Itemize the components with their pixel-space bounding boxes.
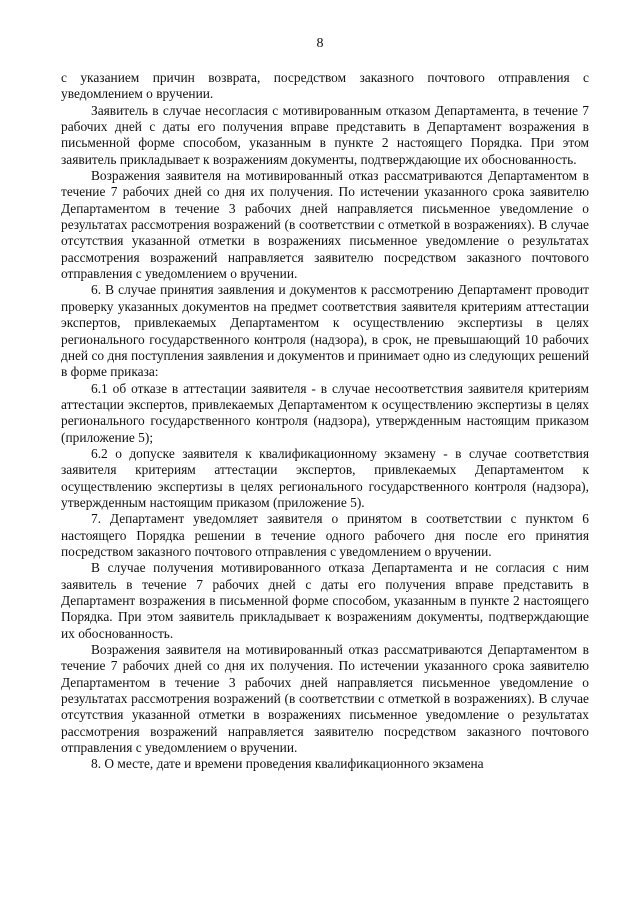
- page-number: 8: [316, 36, 324, 51]
- paragraph: Заявитель в случае несогласия с мотивированным отказом Департамента, в течение 7 рабочих дней с даты его получения вправе представить в Департамент возражения в письменной форме способом, указанным в пункте 2 настоящего Порядка. При этом заявитель прикладывает к возражениям документы, подтверждающие их обоснованность.: [61, 102, 589, 167]
- paragraph: Возражения заявителя на мотивированный отказ рассматриваются Департаментом в течение 7 рабочих дней со дня их получения. По истечении указанного срока заявителю Департаментом в течение 3 рабочих дней направляется письменное уведомление о результатах рассмотрения возражений (в соответствии с отметкой в возражениях). В случае отсутствия указанной отметки в возражениях письменное уведомление о результатах рассмотрения возражений направляется заявителю посредством заказного почтового отправления с уведомлением о вручении.: [61, 168, 589, 282]
- paragraph: с указанием причин возврата, посредством заказного почтового отправления с уведомлением о вручении.: [61, 70, 589, 102]
- paragraph: 6.1 об отказе в аттестации заявителя - в случае несоответствия заявителя критериям аттестации экспертов, привлекаемых Департаментом к осуществлению экспертизы в целях регионального государственного контроля (надзора), утвержденным настоящим приказом (приложение 5);: [61, 380, 589, 445]
- paragraph: 6.2 о допуске заявителя к квалификационному экзамену - в случае соответствия заявителя критериям аттестации экспертов, привлекаемых Департаментом к осуществлению экспертизы в целях регионального государственного контроля (надзора), утвержденным настоящим приказом (приложение 5).: [61, 445, 589, 510]
- paragraph: 7. Департамент уведомляет заявителя о принятом в соответствии с пунктом 6 настоящего Порядка решении в течение одного рабочего дня после его принятия посредством заказного почтового отправления с уведомлением о вручении.: [61, 511, 589, 559]
- paragraph: В случае получения мотивированного отказа Департамента и не согласия с ним заявитель в течение 7 рабочих дней с даты его получения вправе представить в Департамент возражения в письменной форме способом, указанным в пункте 2 настоящего Порядка. При этом заявитель прикладывает к возражениям документы, подтверждающие их обоснованность.: [61, 560, 589, 641]
- paragraph: 8. О месте, дате и времени проведения квалификационного экзамена: [91, 756, 484, 772]
- paragraph: Возражения заявителя на мотивированный отказ рассматриваются Департаментом в течение 7 рабочих дней со дня их получения. По истечении указанного срока заявителю Департаментом в течение 3 рабочих дней направляется письменное уведомление о результатах рассмотрения возражений (в соответствии с отметкой в возражениях). В случае отсутствия указанной отметки в возражениях письменное уведомление о результатах рассмотрения возражений направляется заявителю посредством заказного почтового отправления с уведомлением о вручении.: [61, 642, 589, 756]
- document-body: [61, 70, 589, 773]
- paragraph: 6. В случае принятия заявления и документов к рассмотрению Департамент проводит проверку указанных документов на предмет соответствия заявителя критериям аттестации экспертов, привлекаемых Департаментом к осуществлению экспертизы в целях регионального государственного контроля (надзора), в срок, не превышающий 10 рабочих дней со дня поступления заявления и документов и принимает одно из следующих решений в форме приказа:: [61, 282, 589, 380]
